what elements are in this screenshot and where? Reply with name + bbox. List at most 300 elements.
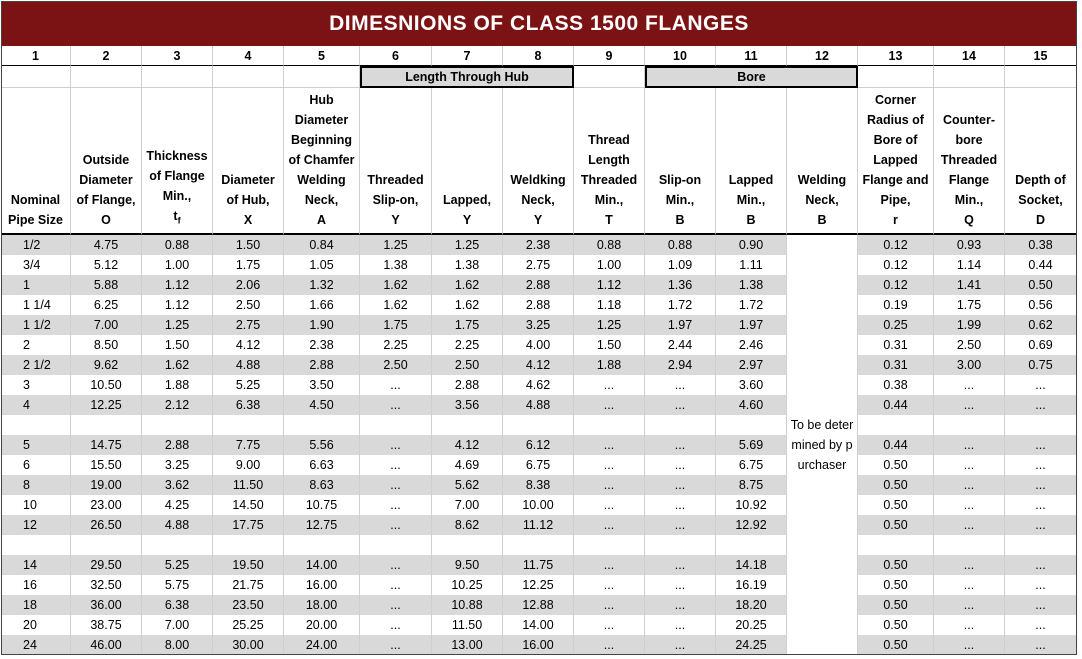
table-cell: ... xyxy=(1005,575,1077,595)
table-cell: 0.50 xyxy=(858,515,934,535)
table-cell: ... xyxy=(934,575,1005,595)
table-cell: 1.18 xyxy=(574,295,645,315)
table-cell: 11.75 xyxy=(503,555,574,575)
table-cell: 2.88 xyxy=(503,295,574,315)
table-cell: 6.63 xyxy=(284,455,360,475)
table-cell xyxy=(503,415,574,435)
table-cell: 1.09 xyxy=(645,255,716,275)
table-cell: 2.46 xyxy=(716,335,787,355)
table-cell: 16.00 xyxy=(284,575,360,595)
table-cell: 5.12 xyxy=(71,255,142,275)
column-header xyxy=(142,88,213,235)
table-cell: 1.50 xyxy=(574,335,645,355)
table-cell: ... xyxy=(934,555,1005,575)
table-cell: 1.62 xyxy=(360,295,432,315)
column-header xyxy=(1,88,71,235)
table-cell: 4.00 xyxy=(503,335,574,355)
table-cell: 0.38 xyxy=(858,375,934,395)
table-cell: 2.97 xyxy=(716,355,787,375)
table-cell: ... xyxy=(1005,475,1077,495)
column-header xyxy=(645,88,716,235)
table-cell: ... xyxy=(1005,555,1077,575)
table-cell: 1.75 xyxy=(934,295,1005,315)
table-cell: ... xyxy=(934,395,1005,415)
table-cell: 3.50 xyxy=(284,375,360,395)
column-header-text: Nominal Pipe Size xyxy=(8,193,63,227)
column-header-text: Weldking Neck, Y xyxy=(510,173,566,227)
table-cell: 1.00 xyxy=(574,255,645,275)
table-cell: 3.60 xyxy=(716,375,787,395)
table-cell: ... xyxy=(934,475,1005,495)
table-cell: 0.19 xyxy=(858,295,934,315)
table-cell: 2.50 xyxy=(934,335,1005,355)
table-cell: 4.62 xyxy=(503,375,574,395)
table-cell: ... xyxy=(645,635,716,655)
table-cell: 23.00 xyxy=(71,495,142,515)
table-cell: 2.12 xyxy=(142,395,213,415)
table-cell: 6.12 xyxy=(503,435,574,455)
table-cell: 2.38 xyxy=(503,235,574,255)
group-header-blank xyxy=(934,66,1005,88)
table-cell: 15.50 xyxy=(71,455,142,475)
table-cell: 8.00 xyxy=(142,635,213,655)
table-cell: 14.00 xyxy=(284,555,360,575)
table-cell: 6.75 xyxy=(716,455,787,475)
table-cell xyxy=(503,535,574,555)
row-pipe-size: 16 xyxy=(1,575,71,595)
table-cell: 46.00 xyxy=(71,635,142,655)
column-number: 12 xyxy=(787,46,858,66)
table-cell: ... xyxy=(360,515,432,535)
table-cell: 1.12 xyxy=(142,295,213,315)
table-cell: 1.90 xyxy=(284,315,360,335)
group-header-blank xyxy=(142,66,213,88)
table-cell xyxy=(716,535,787,555)
table-cell: 2.88 xyxy=(142,435,213,455)
table-cell: 1.25 xyxy=(432,235,503,255)
column-header xyxy=(787,88,858,235)
table-cell: 0.88 xyxy=(142,235,213,255)
table-cell: 0.50 xyxy=(858,455,934,475)
column-header xyxy=(284,88,360,235)
table-cell: ... xyxy=(574,375,645,395)
table-cell: 1.97 xyxy=(716,315,787,335)
table-cell: ... xyxy=(645,395,716,415)
table-cell: 0.50 xyxy=(858,475,934,495)
group-header-blank xyxy=(71,66,142,88)
column-header-text: Hub Diameter Beginning of Chamfer Welding Neck, A xyxy=(288,93,355,227)
table-cell: ... xyxy=(574,395,645,415)
column-header-text: Outside Diameter of Flange, O xyxy=(76,153,136,227)
table-cell: 2.94 xyxy=(645,355,716,375)
table-cell: 18.00 xyxy=(284,595,360,615)
table-cell xyxy=(284,415,360,435)
table-cell xyxy=(432,535,503,555)
column-header-text: Thread Length Threaded Min., T xyxy=(580,133,638,227)
column-header-text: Diameter of Hub, X xyxy=(221,173,275,227)
table-cell: 0.12 xyxy=(858,255,934,275)
table-cell: 14.18 xyxy=(716,555,787,575)
table-cell: 12.88 xyxy=(503,595,574,615)
group-header-blank xyxy=(284,66,360,88)
table-cell: ... xyxy=(360,435,432,455)
table-cell: 1.12 xyxy=(142,275,213,295)
table-cell: 11.50 xyxy=(432,615,503,635)
table-cell: 18.20 xyxy=(716,595,787,615)
row-pipe-size: 5 xyxy=(1,435,71,455)
table-cell: 0.88 xyxy=(645,235,716,255)
table-cell: 10.92 xyxy=(716,495,787,515)
table-cell: 1.62 xyxy=(142,355,213,375)
table-cell: 1.72 xyxy=(645,295,716,315)
table-cell: ... xyxy=(645,495,716,515)
column-header xyxy=(858,88,934,235)
table-cell: 3.25 xyxy=(142,455,213,475)
table-cell: 2.06 xyxy=(213,275,284,295)
table-cell: 36.00 xyxy=(71,595,142,615)
table-cell xyxy=(574,415,645,435)
table-cell: ... xyxy=(360,635,432,655)
table-cell: 7.00 xyxy=(432,495,503,515)
table-cell xyxy=(142,535,213,555)
table-cell: 11.12 xyxy=(503,515,574,535)
table-cell: 1.25 xyxy=(360,235,432,255)
table-cell: ... xyxy=(360,575,432,595)
table-cell: ... xyxy=(934,635,1005,655)
table-cell: 1.62 xyxy=(432,295,503,315)
table-cell xyxy=(858,535,934,555)
table-cell: ... xyxy=(574,615,645,635)
table-cell: 4.69 xyxy=(432,455,503,475)
table-cell: ... xyxy=(1005,395,1077,415)
column-number: 10 xyxy=(645,46,716,66)
row-pipe-size: 24 xyxy=(1,635,71,655)
column-number: 3 xyxy=(142,46,213,66)
table-cell: 30.00 xyxy=(213,635,284,655)
table-cell: 8.38 xyxy=(503,475,574,495)
table-cell: 1.25 xyxy=(142,315,213,335)
table-cell: 19.50 xyxy=(213,555,284,575)
table-cell: 20.25 xyxy=(716,615,787,635)
table-cell: 2.88 xyxy=(503,275,574,295)
table-cell: 12.75 xyxy=(284,515,360,535)
column-number: 13 xyxy=(858,46,934,66)
column-header xyxy=(213,88,284,235)
table-cell: 7.75 xyxy=(213,435,284,455)
table-cell: 23.50 xyxy=(213,595,284,615)
table-cell: ... xyxy=(360,455,432,475)
table-cell: 5.25 xyxy=(213,375,284,395)
table-cell: ... xyxy=(360,595,432,615)
table-cell: 1.50 xyxy=(213,235,284,255)
column-header xyxy=(71,88,142,235)
row-pipe-size: 4 xyxy=(1,395,71,415)
table-cell: 5.88 xyxy=(71,275,142,295)
group-header-blank xyxy=(858,66,934,88)
table-cell: 1.32 xyxy=(284,275,360,295)
column-header-text: Corner Radius of Bore of Lapped Flange and Pipe, r xyxy=(862,93,929,227)
table-cell: ... xyxy=(645,475,716,495)
table-cell: ... xyxy=(574,515,645,535)
table-cell: 11.50 xyxy=(213,475,284,495)
row-pipe-size: 2 xyxy=(1,335,71,355)
table-cell: 2.38 xyxy=(284,335,360,355)
table-cell: 1.38 xyxy=(360,255,432,275)
column-number: 15 xyxy=(1005,46,1077,66)
row-pipe-size: 14 xyxy=(1,555,71,575)
table-cell: 4.12 xyxy=(432,435,503,455)
table-cell xyxy=(934,415,1005,435)
table-cell: 0.62 xyxy=(1005,315,1077,335)
table-cell: 0.69 xyxy=(1005,335,1077,355)
column-header xyxy=(1005,88,1077,235)
column-number: 7 xyxy=(432,46,503,66)
table-cell: ... xyxy=(360,375,432,395)
table-cell: ... xyxy=(1005,495,1077,515)
group-header-blank xyxy=(213,66,284,88)
table-cell: 1.11 xyxy=(716,255,787,275)
table-cell: 5.75 xyxy=(142,575,213,595)
table-cell: 1.88 xyxy=(574,355,645,375)
table-cell: 4.88 xyxy=(142,515,213,535)
table-cell: ... xyxy=(645,615,716,635)
table-cell: 4.12 xyxy=(213,335,284,355)
table-cell xyxy=(1005,535,1077,555)
column-number: 8 xyxy=(503,46,574,66)
table-cell: 26.50 xyxy=(71,515,142,535)
table-cell: 6.25 xyxy=(71,295,142,315)
table-cell xyxy=(213,535,284,555)
table-cell: 3.56 xyxy=(432,395,503,415)
table-cell xyxy=(71,535,142,555)
table-cell: 0.31 xyxy=(858,355,934,375)
table-cell: 3.00 xyxy=(934,355,1005,375)
table-cell: 24.25 xyxy=(716,635,787,655)
row-pipe-size: 1 1/4 xyxy=(1,295,71,315)
table-cell: 0.44 xyxy=(858,395,934,415)
column-number: 11 xyxy=(716,46,787,66)
table-cell: 8.50 xyxy=(71,335,142,355)
table-cell: 10.25 xyxy=(432,575,503,595)
table-cell: 1.75 xyxy=(432,315,503,335)
table-cell: ... xyxy=(645,455,716,475)
table-cell: 1.25 xyxy=(574,315,645,335)
table-cell: 4.75 xyxy=(71,235,142,255)
row-pipe-size: 1/2 xyxy=(1,235,71,255)
table-cell: 2.75 xyxy=(213,315,284,335)
table-cell: ... xyxy=(574,455,645,475)
group-header-blank xyxy=(1005,66,1077,88)
column-header xyxy=(934,88,1005,235)
column-header-text: Depth of Socket, D xyxy=(1015,173,1066,227)
table-cell: 29.50 xyxy=(71,555,142,575)
table-cell: 9.62 xyxy=(71,355,142,375)
table-cell: ... xyxy=(574,435,645,455)
table-cell: 2.50 xyxy=(432,355,503,375)
table-cell: 0.31 xyxy=(858,335,934,355)
table-cell: 0.50 xyxy=(858,635,934,655)
table-cell: 9.50 xyxy=(432,555,503,575)
table-cell: 1.72 xyxy=(716,295,787,315)
column-number: 6 xyxy=(360,46,432,66)
table-cell: ... xyxy=(1005,435,1077,455)
table-cell: 0.50 xyxy=(858,595,934,615)
column-header-text: Slip-on Min., B xyxy=(658,173,702,227)
table-cell: 25.25 xyxy=(213,615,284,635)
table-cell: ... xyxy=(645,435,716,455)
table-cell: 19.00 xyxy=(71,475,142,495)
column-header xyxy=(432,88,503,235)
table-cell: 10.00 xyxy=(503,495,574,515)
table-cell xyxy=(645,535,716,555)
table-cell: 1.62 xyxy=(360,275,432,295)
table-cell: 14.00 xyxy=(503,615,574,635)
table-cell: 6.38 xyxy=(213,395,284,415)
table-cell xyxy=(858,415,934,435)
table-cell: 16.19 xyxy=(716,575,787,595)
welding-neck-bore-note: To be determined by purchaser xyxy=(787,235,858,655)
table-cell: 10.50 xyxy=(71,375,142,395)
table-cell xyxy=(360,535,432,555)
table-cell: ... xyxy=(360,555,432,575)
column-number: 1 xyxy=(1,46,71,66)
table-cell: 12.92 xyxy=(716,515,787,535)
table-cell: 5.62 xyxy=(432,475,503,495)
column-header-text: Lapped, Y xyxy=(443,193,491,227)
table-cell: 2.88 xyxy=(432,375,503,395)
table-cell xyxy=(213,415,284,435)
table-cell: ... xyxy=(1005,635,1077,655)
row-pipe-size: 18 xyxy=(1,595,71,615)
table-cell: ... xyxy=(574,575,645,595)
table-cell: 0.84 xyxy=(284,235,360,255)
column-header xyxy=(360,88,432,235)
table-cell: 4.12 xyxy=(503,355,574,375)
row-pipe-size: 8 xyxy=(1,475,71,495)
table-cell: 2.50 xyxy=(213,295,284,315)
table-cell: 24.00 xyxy=(284,635,360,655)
table-cell: ... xyxy=(645,375,716,395)
table-cell: 4.60 xyxy=(716,395,787,415)
table-cell: 0.75 xyxy=(1005,355,1077,375)
table-cell: 2.25 xyxy=(360,335,432,355)
table-cell: ... xyxy=(574,555,645,575)
table-cell xyxy=(574,535,645,555)
table-cell: ... xyxy=(645,515,716,535)
table-cell: ... xyxy=(360,495,432,515)
group-header-blank xyxy=(1,66,71,88)
table-cell: 1.38 xyxy=(716,275,787,295)
row-pipe-size xyxy=(1,535,71,555)
table-cell: ... xyxy=(1005,515,1077,535)
group-header-length-through-hub: Length Through Hub xyxy=(360,66,574,88)
table-cell: 2.44 xyxy=(645,335,716,355)
column-header xyxy=(574,88,645,235)
table-cell: 6.75 xyxy=(503,455,574,475)
table-cell: 1.50 xyxy=(142,335,213,355)
table-cell: 0.50 xyxy=(1005,275,1077,295)
table-cell: ... xyxy=(1005,455,1077,475)
table-cell: 5.25 xyxy=(142,555,213,575)
table-cell: 0.93 xyxy=(934,235,1005,255)
row-pipe-size: 3/4 xyxy=(1,255,71,275)
table-cell: ... xyxy=(645,595,716,615)
column-header-text: Counter- bore Threaded Flange Min., Q xyxy=(940,113,998,227)
table-cell: 0.12 xyxy=(858,275,934,295)
table-cell: 0.44 xyxy=(1005,255,1077,275)
group-header-bore: Bore xyxy=(645,66,858,88)
table-cell: 32.50 xyxy=(71,575,142,595)
table-cell: 6.38 xyxy=(142,595,213,615)
table-cell: 0.50 xyxy=(858,575,934,595)
column-header xyxy=(716,88,787,235)
table-cell: 5.56 xyxy=(284,435,360,455)
column-number: 14 xyxy=(934,46,1005,66)
row-pipe-size: 12 xyxy=(1,515,71,535)
table-cell: 0.25 xyxy=(858,315,934,335)
table-cell: 3.62 xyxy=(142,475,213,495)
table-cell: 1.66 xyxy=(284,295,360,315)
table-cell: 3.25 xyxy=(503,315,574,335)
table-cell: ... xyxy=(1005,595,1077,615)
table-cell xyxy=(716,415,787,435)
row-pipe-size: 1 xyxy=(1,275,71,295)
table-cell: 4.25 xyxy=(142,495,213,515)
table-cell: 21.75 xyxy=(213,575,284,595)
table-cell xyxy=(142,415,213,435)
table-cell: 0.50 xyxy=(858,555,934,575)
row-pipe-size: 1 1/2 xyxy=(1,315,71,335)
table-cell: 0.50 xyxy=(858,615,934,635)
row-pipe-size: 3 xyxy=(1,375,71,395)
column-number: 4 xyxy=(213,46,284,66)
table-cell xyxy=(1005,415,1077,435)
table-cell: 0.50 xyxy=(858,495,934,515)
table-cell: ... xyxy=(1005,615,1077,635)
table-cell xyxy=(71,415,142,435)
table-cell: ... xyxy=(574,635,645,655)
table-cell: ... xyxy=(574,475,645,495)
table-cell: 12.25 xyxy=(503,575,574,595)
table-cell: 1.12 xyxy=(574,275,645,295)
row-pipe-size: 2 1/2 xyxy=(1,355,71,375)
table-cell: 7.00 xyxy=(142,615,213,635)
table-cell xyxy=(360,415,432,435)
table-cell: 2.88 xyxy=(284,355,360,375)
table-cell: 2.50 xyxy=(360,355,432,375)
table-cell: 1.36 xyxy=(645,275,716,295)
column-number: 9 xyxy=(574,46,645,66)
table-cell: 1.00 xyxy=(142,255,213,275)
table-cell: 7.00 xyxy=(71,315,142,335)
column-header-text: Lapped Min., B xyxy=(728,173,774,227)
table-cell: ... xyxy=(934,435,1005,455)
table-cell: 38.75 xyxy=(71,615,142,635)
table-cell: 0.56 xyxy=(1005,295,1077,315)
table-cell: ... xyxy=(360,475,432,495)
row-pipe-size: 6 xyxy=(1,455,71,475)
table-cell: ... xyxy=(934,495,1005,515)
table-cell: 0.88 xyxy=(574,235,645,255)
table-cell: 4.50 xyxy=(284,395,360,415)
table-cell: 16.00 xyxy=(503,635,574,655)
table-cell: 14.75 xyxy=(71,435,142,455)
table-cell: ... xyxy=(934,455,1005,475)
table-cell: ... xyxy=(645,575,716,595)
table-cell: ... xyxy=(934,375,1005,395)
table-cell: ... xyxy=(360,395,432,415)
table-cell: 1.38 xyxy=(432,255,503,275)
